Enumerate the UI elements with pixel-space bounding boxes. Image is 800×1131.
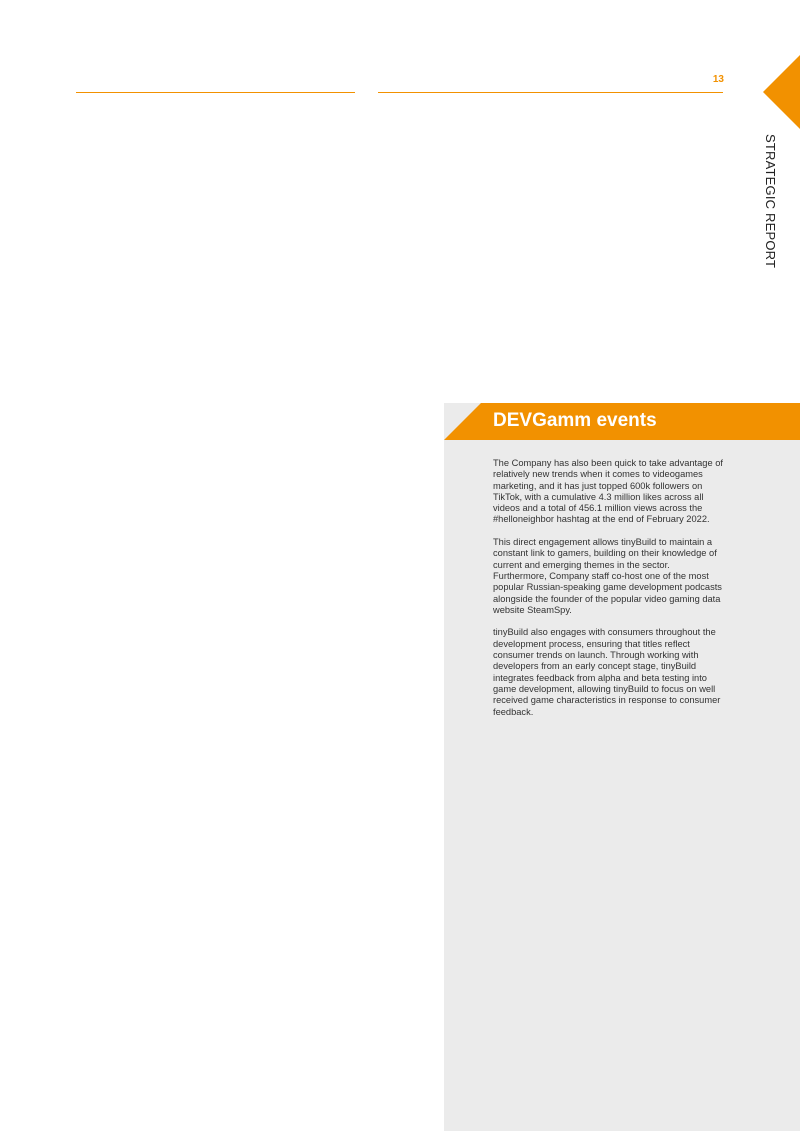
header-rule-left [76,92,355,93]
body-paragraph: This direct engagement allows tinyBuild to maintain a constant link to gamers, building on their knowledge of current and emerging themes in the sector. Furthermore, Company staff co-host one of the most popular Russian-speaking game development podcasts alongside the founder of the popular video gaming data website SteamSpy. [493,537,722,615]
header-rule-right [378,92,723,93]
section-label: STRATEGIC REPORT [763,134,778,269]
body-paragraph: The Company has also been quick to take advantage of relatively new trends when it comes to videogames marketing, and it has just topped 600k followers on TikTok, with a cumulative 4.3 million likes across all videos and a total of 456.1 million views across the #helloneighbor hashtag at the end of February 2022. [493,458,723,525]
body-paragraph: tinyBuild also engages with consumers throughout the development process, ensuring that titles reflect consumer trends on launch. Through working with developers from an early concept stage, tinyBuild integrates feedback from alpha and beta testing into game development, allowing tinyBuild to focus on well received game characteristics in response to consumer feedback. [493,627,721,717]
page-number: 13 [712,74,724,85]
sidebar-box-body [493,458,725,729]
corner-tab-icon [763,55,800,129]
sidebar-box-title: DEVGamm events [493,410,657,431]
